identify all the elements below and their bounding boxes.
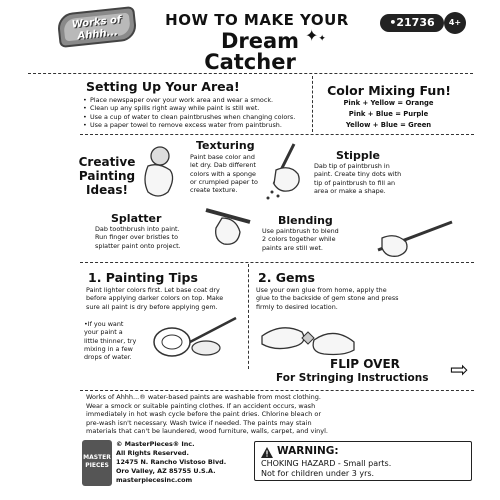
title-line-1: HOW TO MAKE YOUR [165,11,349,29]
color-mixing-heading: Color Mixing Fun! [327,83,451,98]
text-line: Run finger over bristles to [95,233,179,242]
arrow-right-icon: ⇨ [450,358,469,383]
divider [28,73,473,74]
text-line: immediately in hot wash cycle before the paint dries. Chlorine bleach or [86,410,322,419]
blending-heading: Blending [278,214,333,227]
text-line: colors with a sponge [190,169,256,178]
text-line: Use your own glue from home, apply the [256,286,387,294]
masterpieces-logo [82,440,112,486]
warning-heading: WARNING: [277,445,339,457]
brand-logo [56,6,137,48]
feather-icon [192,341,220,355]
divider [248,264,249,369]
text-line: firmly to desired location. [256,302,338,311]
text-line: splatter paint onto project. [95,241,181,250]
age-badge: 4+ [444,12,466,34]
gem-hands-illustration [258,312,358,360]
text-line: materials that can't be laundered, wood furniture, walls, carpet, and vinyl. [86,427,328,436]
blending-brush-illustration [372,212,464,260]
text-line: •If you want [84,320,124,328]
company-address [116,440,251,485]
brand-logo-text: Works of Ahhh... [63,13,131,42]
text-line: little thinner, try [84,336,137,345]
text-line: paints are still wet. [262,243,323,252]
text-line: © MasterPieces® Inc. [116,440,195,448]
sponge-hand-illustration [140,142,190,202]
texturing-heading: Texturing [196,139,255,152]
warning-box [254,441,472,481]
list-item: Pink + Yellow = Orange [343,99,434,107]
text-line: Paint lighter colors first. Let base coat dry [86,286,220,294]
list-item: Pink + Blue = Purple [348,110,429,118]
stipple-heading: Stipple [336,149,380,162]
text-line: create texture. [190,186,238,195]
creative-heading-line: Creative [78,155,136,169]
hoop-icon [154,328,190,356]
divider [80,390,474,391]
painting-tips-note [84,320,160,361]
creative-heading-line: Painting [78,169,136,183]
text-line: area or make a shape. [314,186,386,195]
title-line-3: Catcher [204,50,296,74]
blending-text [262,227,372,252]
product-number-badge: •21736 [380,14,444,32]
text-line: 12475 N. Rancho Vistoso Blvd. [116,458,227,466]
divider [80,134,474,135]
splatter-heading: Splatter [111,212,162,225]
text-line: tip of paintbrush to fill an [314,178,396,187]
flip-over-subheading: For Stringing Instructions [276,372,429,384]
divider [312,76,313,132]
logo-text: PIECES [85,462,109,469]
text-line: your paint a [84,328,123,337]
text-line: mixing in a few [84,344,133,353]
warning-icon [261,447,273,458]
setup-heading: Setting Up Your Area! [86,79,240,94]
list-item: • Use a cup of water to clean paintbrushes when changing colors. [82,113,317,121]
gems-heading: 2. Gems [258,270,316,285]
list-item: Yellow + Blue = Green [345,121,432,129]
text-line: or crumpled paper to [190,177,258,186]
paintbrush-hand-illustration [262,140,310,202]
gems-text [256,286,471,311]
color-mixing-list [316,98,461,131]
text-line: CHOKING HAZARD - Small parts. [261,459,392,468]
list-item: • Use a paper towel to remove excess water from paintbrush. [82,121,317,129]
list-item: • Clean up any spills right away while paint is still wet. [82,104,317,112]
painting-tips-text [86,286,251,311]
text-line: Dab tip of paintbrush in [314,162,390,170]
list-item: • Place newspaper over your work area and wear a smock. [82,96,317,104]
creative-heading [76,155,138,197]
toothbrush-hand-illustration [200,198,258,250]
stipple-text [314,162,459,195]
text-line: drops of water. [84,353,132,362]
text-line: before applying darker colors on top. Make [86,294,224,303]
text-line: Works of Ahhh...® water-based paints are washable from most clothing. [86,393,321,401]
text-line: sure all paint is dry before applying gem. [86,302,218,311]
gem-icon [302,332,314,344]
dream-catcher-illustration [150,310,246,368]
setup-list [82,96,317,129]
paintbrush-icon [190,318,236,342]
text-line: Oro Valley, AZ 85755 U.S.A. [116,467,216,475]
text-line: Not for children under 3 yrs. [261,469,375,478]
text-line: Dab toothbrush into paint. [95,225,180,233]
text-line: Wear a smock or suitable painting clothes. If an accident occurs, wash [86,401,316,410]
warning-text [261,459,466,479]
text-line: masterpiecesinc.com [116,476,193,484]
text-line: pre-wash isn't necessary. Wash twice if needed. The paints may stain [86,418,312,427]
stars-icon: ✦✦ [305,26,326,45]
text-line: glue to the backside of gem stone and press [256,294,399,303]
title-line-2: Dream [220,29,300,53]
logo-text: MASTER [83,454,111,461]
text-line: Paint base color and [190,153,255,161]
flip-over-heading: FLIP OVER [330,357,400,371]
text-line: paint. Create tiny dots with [314,170,402,179]
painting-tips-heading: 1. Painting Tips [88,270,198,285]
text-line: 2 colors together while [262,235,336,244]
creative-heading-line: Ideas! [86,183,128,197]
divider [80,262,474,263]
washable-notice [86,393,471,436]
text-line: All Rights Reserved. [116,449,189,457]
text-line: Use paintbrush to blend [262,227,339,235]
sponge-icon [151,147,169,165]
text-line: let dry. Dab different [190,161,256,170]
